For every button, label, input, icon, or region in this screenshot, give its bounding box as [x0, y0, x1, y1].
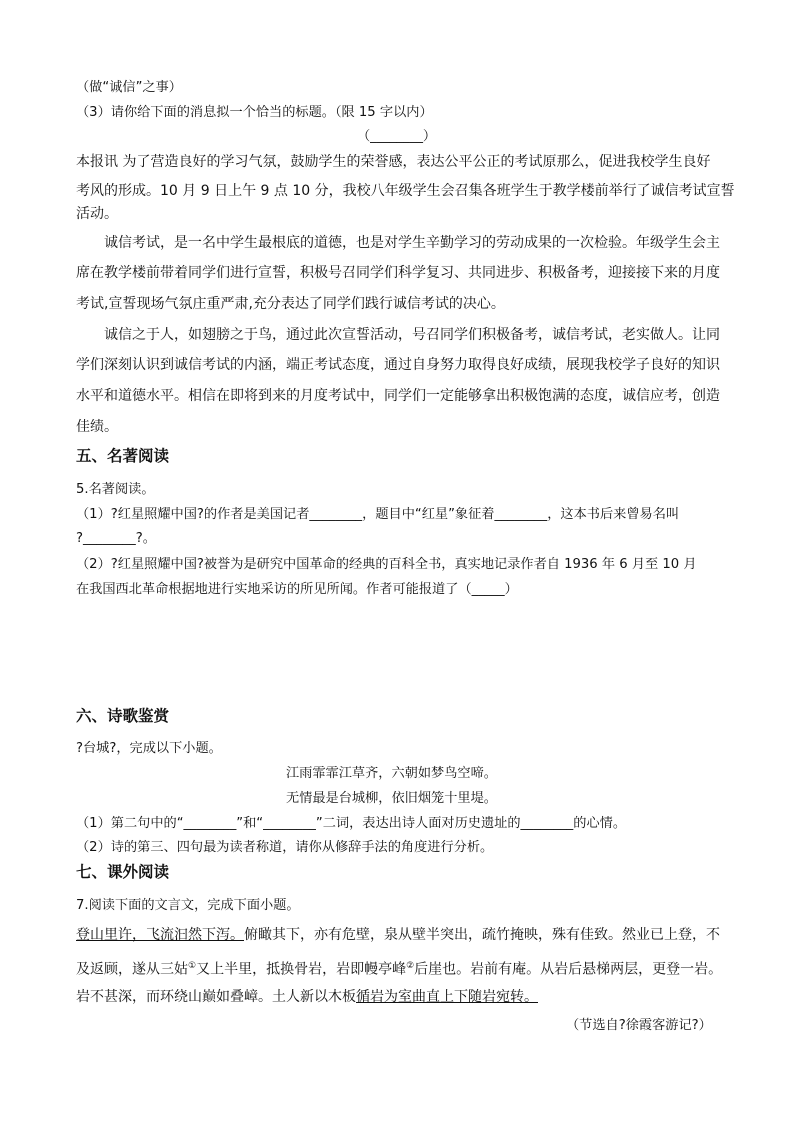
news-line-6: 考试,宣誓现场气氛庄重严肃,充分表达了同学们践行诚信考试的决心。: [76, 296, 505, 312]
text-segment: 岩不甚深，而环绕山巅如叠嶂。土人新以木板: [76, 989, 356, 1005]
news-line-10: 佳绩。: [76, 419, 118, 435]
s5-intro: 5.名著阅读。: [76, 482, 155, 497]
classical-text-line-2: [76, 956, 722, 980]
news-line-2: 考风的形成。10 月 9 日上午 9 点 10 分，我校八年级学生会召集各班学生于教学楼前举行了诚信考试宣誓: [76, 183, 735, 199]
s5-question-1: （1）?红星照耀中国?的作者是美国记者________，题目中“红星”象征着________，这本书后来曾易名叫: [76, 507, 680, 522]
s6-intro: ?台城?，完成以下小题。: [76, 741, 222, 756]
underlined-sentence-2: 循岩为室曲直上下随岩宛转。: [356, 989, 538, 1005]
s6-question-1: （1）第二句中的“________”和“________”二词，表达出诗人面对历史遗址的________的心情。: [76, 816, 627, 831]
classical-text-line-1: [76, 925, 720, 945]
news-line-9: 水平和道德水平。相信在即将到来的月度考试中，同学们一定能够拿出积极饱满的态度，诚信应考，创造: [76, 388, 720, 404]
s7-intro: 7.阅读下面的文言文，完成下面小题。: [76, 898, 300, 913]
poem-line-2: 无情最是台城柳，依旧烟笼十里堤。: [286, 791, 497, 806]
section-7-heading: 七、课外阅读: [76, 863, 170, 881]
section-5-heading: 五、名著阅读: [76, 447, 170, 465]
title-answer-blank: （________）: [357, 129, 437, 144]
classical-text-line-3: [76, 987, 538, 1007]
text-segment: 俯瞰其下，亦有危壁，泉从壁半突出，疏竹掩映，殊有佳致。然业已上登，不: [244, 927, 720, 943]
footnote-mark-1: ①: [188, 961, 197, 971]
underlined-sentence-1: 登山里许，飞流汩然下泻。: [76, 927, 244, 943]
news-line-5: 席在教学楼前带着同学们进行宣誓，积极号召同学们科学复习、共同进步、积极备考，迎接接下来的月度: [76, 265, 720, 281]
news-line-1: 本报讯 为了营造良好的学习气氛，鼓励学生的荣誉感，表达公平公正的考试原那么，促进我校学生良好: [76, 154, 711, 170]
q4-text-line: （做“诚信”之事）: [76, 80, 182, 95]
news-line-3: 活动。: [76, 206, 118, 222]
q4-question-3: （3）请你给下面的消息拟一个恰当的标题。（限 15 字以内）: [76, 105, 433, 120]
text-segment: 及返顾，遂从三姑: [76, 961, 188, 978]
s5-question-1-cont: ?________?。: [76, 531, 156, 546]
s5-question-2-cont: 在我国西北革命根据地进行实地采访的所见所闻。作者可能报道了（_____）: [76, 582, 518, 597]
section-6-heading: 六、诗歌鉴赏: [76, 707, 170, 725]
text-segment: 后崖也。岩前有庵。从岩后悬梯两层，更登一岩。: [414, 961, 723, 978]
news-line-8: 学们深刻认识到诚信考试的内涵，端正考试态度，通过自身努力取得良好成绩，展现我校学子良好的知识: [76, 357, 720, 373]
news-line-4: 诚信考试，是一名中学生最根底的道德，也是对学生辛勤学习的劳动成果的一次检验。年级学生会主: [104, 235, 720, 251]
source-citation: （节选自?徐霞客游记?）: [566, 1018, 712, 1033]
poem-line-1: 江雨霏霏江草齐，六朝如梦鸟空啼。: [286, 766, 497, 781]
s5-question-2: （2）?红星照耀中国?被誉为是研究中国革命的经典的百科全书，真实地记录作者自 1936 年 6 月至 10 月: [76, 557, 697, 572]
footnote-mark-2: ②: [406, 961, 415, 971]
news-line-7: 诚信之于人，如翅膀之于鸟，通过此次宣誓活动，号召同学们积极备考，诚信考试，老实做人。让同: [104, 327, 720, 343]
s6-question-2: （2）诗的第三、四句最为读者称道，请你从修辞手法的角度进行分析。: [76, 840, 494, 855]
text-segment: 又上半里，抵换骨岩，岩即幔亭峰: [196, 961, 407, 978]
